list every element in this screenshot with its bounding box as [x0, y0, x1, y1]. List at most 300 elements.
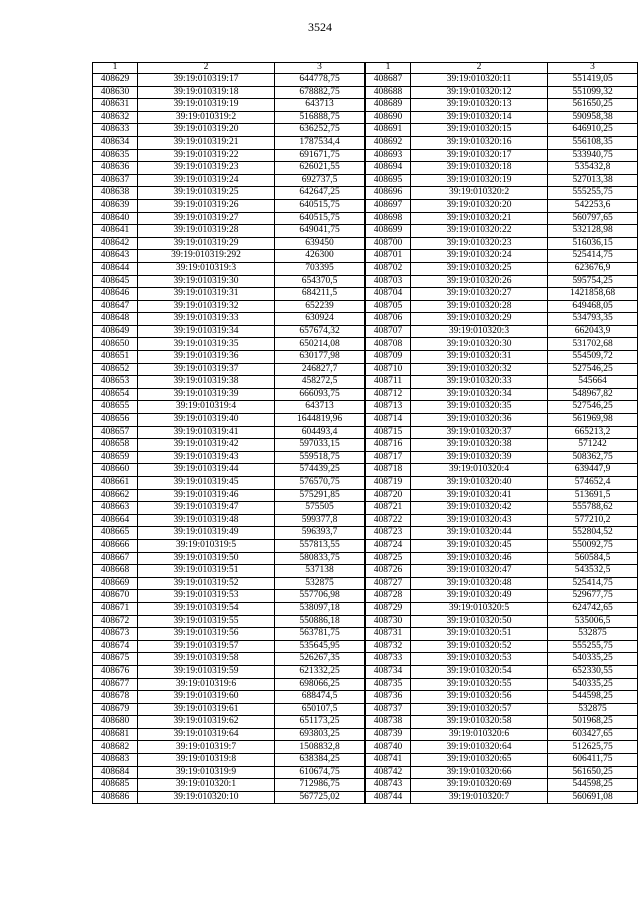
table-row — [93, 678, 365, 691]
cadastral-number-cell: 39:19:010320:3 — [411, 325, 548, 338]
value-cell: 1787534,4 — [275, 136, 365, 149]
table-row — [93, 602, 365, 615]
table-row — [366, 401, 638, 414]
record-number-cell: 408641 — [93, 225, 138, 238]
value-cell: 545664 — [548, 376, 638, 389]
record-number-cell: 408742 — [366, 766, 411, 779]
record-number-cell: 408677 — [93, 678, 138, 691]
record-number-cell: 408718 — [366, 464, 411, 477]
cadastral-number-cell: 39:19:010319:21 — [138, 136, 275, 149]
record-number-cell: 408703 — [366, 275, 411, 288]
cadastral-number-cell: 39:19:010319:57 — [138, 640, 275, 653]
cadastral-number-cell: 39:19:010319:50 — [138, 552, 275, 565]
table-row — [93, 514, 365, 527]
table-row — [366, 678, 638, 691]
cadastral-number-cell: 39:19:010319:43 — [138, 451, 275, 464]
value-cell: 640515,75 — [275, 199, 365, 212]
record-number-cell: 408649 — [93, 325, 138, 338]
table-row — [93, 464, 365, 477]
record-number-cell: 408681 — [93, 728, 138, 741]
value-cell: 580833,75 — [275, 552, 365, 565]
table-row — [366, 779, 638, 792]
cadastral-number-cell: 39:19:010320:20 — [411, 199, 548, 212]
record-number-cell: 408646 — [93, 288, 138, 301]
cadastral-number-cell: 39:19:010319:48 — [138, 514, 275, 527]
cadastral-number-cell: 39:19:010320:69 — [411, 779, 548, 792]
cadastral-number-cell: 39:19:010319:51 — [138, 565, 275, 578]
table-row — [93, 716, 365, 729]
cadastral-number-cell: 39:19:010320:46 — [411, 552, 548, 565]
value-cell: 535645,95 — [275, 640, 365, 653]
value-cell: 561650,25 — [548, 766, 638, 779]
table-row — [93, 791, 365, 804]
value-cell: 596393,7 — [275, 527, 365, 540]
table-row — [366, 212, 638, 225]
table-row — [366, 728, 638, 741]
right-table-body — [366, 74, 638, 804]
record-number-cell: 408642 — [93, 237, 138, 250]
table-row — [93, 124, 365, 137]
value-cell: 533940,75 — [548, 149, 638, 162]
cadastral-number-cell: 39:19:010320:53 — [411, 653, 548, 666]
value-cell: 557813,55 — [275, 539, 365, 552]
value-cell: 642647,25 — [275, 187, 365, 200]
record-number-cell: 408644 — [93, 262, 138, 275]
value-cell: 649468,05 — [548, 300, 638, 313]
record-number-cell: 408701 — [366, 250, 411, 263]
record-number-cell: 408639 — [93, 199, 138, 212]
record-number-cell: 408693 — [366, 149, 411, 162]
header-row — [366, 63, 638, 74]
record-number-cell: 408709 — [366, 351, 411, 364]
value-cell: 577210,2 — [548, 514, 638, 527]
cadastral-number-cell: 39:19:010320:34 — [411, 388, 548, 401]
record-number-cell: 408716 — [366, 439, 411, 452]
value-cell: 563781,75 — [275, 628, 365, 641]
value-cell: 535432,8 — [548, 162, 638, 175]
value-cell: 548967,82 — [548, 388, 638, 401]
cadastral-number-cell: 39:19:010320:57 — [411, 703, 548, 716]
record-number-cell: 408682 — [93, 741, 138, 754]
record-number-cell: 408663 — [93, 502, 138, 515]
cadastral-number-cell: 39:19:010319:6 — [138, 678, 275, 691]
table-row — [366, 426, 638, 439]
table-row — [93, 376, 365, 389]
value-cell: 560691,08 — [548, 791, 638, 804]
value-cell: 550886,18 — [275, 615, 365, 628]
cadastral-number-cell: 39:19:010319:2 — [138, 111, 275, 124]
cadastral-number-cell: 39:19:010320:6 — [411, 728, 548, 741]
record-number-cell: 408708 — [366, 338, 411, 351]
value-cell: 543532,5 — [548, 565, 638, 578]
cadastral-number-cell: 39:19:010320:12 — [411, 86, 548, 99]
record-number-cell: 408725 — [366, 552, 411, 565]
value-cell: 651173,25 — [275, 716, 365, 729]
record-number-cell: 408734 — [366, 665, 411, 678]
cadastral-number-cell: 39:19:010319:34 — [138, 325, 275, 338]
record-number-cell: 408684 — [93, 766, 138, 779]
value-cell: 560584,5 — [548, 552, 638, 565]
table-row — [93, 199, 365, 212]
table-row — [93, 363, 365, 376]
value-cell: 650214,08 — [275, 338, 365, 351]
table-row — [93, 212, 365, 225]
table-row — [93, 426, 365, 439]
record-number-cell: 408713 — [366, 401, 411, 414]
table-row — [366, 225, 638, 238]
record-number-cell: 408694 — [366, 162, 411, 175]
value-cell: 556108,35 — [548, 136, 638, 149]
value-cell: 597033,15 — [275, 439, 365, 452]
value-cell: 527546,25 — [548, 401, 638, 414]
value-cell: 551419,05 — [548, 74, 638, 87]
cadastral-number-cell: 39:19:010319:39 — [138, 388, 275, 401]
value-cell: 550092,75 — [548, 539, 638, 552]
cadastral-number-cell: 39:19:010320:58 — [411, 716, 548, 729]
cadastral-number-cell: 39:19:010320:39 — [411, 451, 548, 464]
cadastral-number-cell: 39:19:010320:18 — [411, 162, 548, 175]
record-number-cell: 408690 — [366, 111, 411, 124]
value-cell: 561650,25 — [548, 99, 638, 112]
table-row — [93, 237, 365, 250]
table-row — [366, 489, 638, 502]
value-cell: 630924 — [275, 313, 365, 326]
column-header-3: 3 — [275, 63, 365, 74]
record-number-cell: 408658 — [93, 439, 138, 452]
table-row — [366, 602, 638, 615]
record-number-cell: 408648 — [93, 313, 138, 326]
record-number-cell: 408737 — [366, 703, 411, 716]
right-register-table — [365, 62, 638, 804]
cadastral-number-cell: 39:19:010319:24 — [138, 174, 275, 187]
value-cell: 567725,02 — [275, 791, 365, 804]
record-number-cell: 408711 — [366, 376, 411, 389]
cadastral-number-cell: 39:19:010320:51 — [411, 628, 548, 641]
record-number-cell: 408680 — [93, 716, 138, 729]
cadastral-number-cell: 39:19:010320:32 — [411, 363, 548, 376]
value-cell: 590958,38 — [548, 111, 638, 124]
table-row — [366, 86, 638, 99]
cadastral-number-cell: 39:19:010319:59 — [138, 665, 275, 678]
record-number-cell: 408717 — [366, 451, 411, 464]
value-cell: 532875 — [548, 628, 638, 641]
record-number-cell: 408640 — [93, 212, 138, 225]
cadastral-number-cell: 39:19:010319:30 — [138, 275, 275, 288]
cadastral-number-cell: 39:19:010320:5 — [411, 602, 548, 615]
record-number-cell: 408631 — [93, 99, 138, 112]
record-number-cell: 408741 — [366, 754, 411, 767]
value-cell: 557706,98 — [275, 590, 365, 603]
cadastral-number-cell: 39:19:010319:31 — [138, 288, 275, 301]
value-cell: 552804,52 — [548, 527, 638, 540]
record-number-cell: 408653 — [93, 376, 138, 389]
table-row — [93, 477, 365, 490]
record-number-cell: 408738 — [366, 716, 411, 729]
table-row — [366, 439, 638, 452]
table-row — [366, 199, 638, 212]
record-number-cell: 408695 — [366, 174, 411, 187]
value-cell: 574652,4 — [548, 477, 638, 490]
value-cell: 560797,65 — [548, 212, 638, 225]
table-row — [366, 149, 638, 162]
record-number-cell: 408679 — [93, 703, 138, 716]
record-number-cell: 408671 — [93, 602, 138, 615]
record-number-cell: 408744 — [366, 791, 411, 804]
value-cell: 652330,55 — [548, 665, 638, 678]
table-row — [93, 741, 365, 754]
record-number-cell: 408635 — [93, 149, 138, 162]
table-row — [366, 640, 638, 653]
cadastral-number-cell: 39:19:010319:26 — [138, 199, 275, 212]
cadastral-number-cell: 39:19:010320:29 — [411, 313, 548, 326]
record-number-cell: 408700 — [366, 237, 411, 250]
value-cell: 688474,5 — [275, 691, 365, 704]
cadastral-number-cell: 39:19:010320:40 — [411, 477, 548, 490]
cadastral-number-cell: 39:19:010319:3 — [138, 262, 275, 275]
table-row — [366, 187, 638, 200]
value-cell: 571242 — [548, 439, 638, 452]
table-row — [366, 325, 638, 338]
record-number-cell: 408636 — [93, 162, 138, 175]
cadastral-number-cell: 39:19:010319:4 — [138, 401, 275, 414]
record-number-cell: 408637 — [93, 174, 138, 187]
cadastral-number-cell: 39:19:010320:24 — [411, 250, 548, 263]
value-cell: 537138 — [275, 565, 365, 578]
table-row — [93, 527, 365, 540]
cadastral-number-cell: 39:19:010320:16 — [411, 136, 548, 149]
table-row — [366, 691, 638, 704]
table-row — [366, 539, 638, 552]
record-number-cell: 408723 — [366, 527, 411, 540]
cadastral-number-cell: 39:19:010320:64 — [411, 741, 548, 754]
table-row — [366, 363, 638, 376]
cadastral-number-cell: 39:19:010320:23 — [411, 237, 548, 250]
cadastral-number-cell: 39:19:010320:13 — [411, 99, 548, 112]
cadastral-number-cell: 39:19:010319:35 — [138, 338, 275, 351]
table-row — [93, 388, 365, 401]
table-row — [366, 527, 638, 540]
value-cell: 525414,75 — [548, 577, 638, 590]
value-cell: 551099,32 — [548, 86, 638, 99]
record-number-cell: 408696 — [366, 187, 411, 200]
cadastral-number-cell: 39:19:010320:56 — [411, 691, 548, 704]
cadastral-number-cell: 39:19:010319:9 — [138, 766, 275, 779]
record-number-cell: 408669 — [93, 577, 138, 590]
cadastral-number-cell: 39:19:010319:19 — [138, 99, 275, 112]
table-row — [93, 162, 365, 175]
left-register-table — [92, 62, 365, 804]
cadastral-number-cell: 39:19:010320:52 — [411, 640, 548, 653]
value-cell: 644778,75 — [275, 74, 365, 87]
record-number-cell: 408710 — [366, 363, 411, 376]
record-number-cell: 408724 — [366, 539, 411, 552]
cadastral-number-cell: 39:19:010319:45 — [138, 477, 275, 490]
cadastral-number-cell: 39:19:010319:41 — [138, 426, 275, 439]
table-row — [93, 288, 365, 301]
table-row — [93, 300, 365, 313]
table-row — [93, 565, 365, 578]
value-cell: 662043,9 — [548, 325, 638, 338]
record-number-cell: 408728 — [366, 590, 411, 603]
table-row — [366, 628, 638, 641]
cadastral-number-cell: 39:19:010319:36 — [138, 351, 275, 364]
record-number-cell: 408687 — [366, 74, 411, 87]
table-row — [93, 313, 365, 326]
value-cell: 426300 — [275, 250, 365, 263]
table-row — [93, 136, 365, 149]
record-number-cell: 408697 — [366, 199, 411, 212]
cadastral-number-cell: 39:19:010320:17 — [411, 149, 548, 162]
record-number-cell: 408735 — [366, 678, 411, 691]
value-cell: 526267,35 — [275, 653, 365, 666]
table-row — [93, 225, 365, 238]
cadastral-number-cell: 39:19:010320:50 — [411, 615, 548, 628]
table-row — [93, 615, 365, 628]
value-cell: 693803,25 — [275, 728, 365, 741]
value-cell: 638384,25 — [275, 754, 365, 767]
value-cell: 646910,25 — [548, 124, 638, 137]
table-row — [93, 439, 365, 452]
table-row — [366, 136, 638, 149]
table-row — [366, 414, 638, 427]
table-row — [93, 174, 365, 187]
table-row — [366, 351, 638, 364]
cadastral-number-cell: 39:19:010319:64 — [138, 728, 275, 741]
value-cell: 643713 — [275, 99, 365, 112]
cadastral-number-cell: 39:19:010319:49 — [138, 527, 275, 540]
cadastral-number-cell: 39:19:010320:38 — [411, 439, 548, 452]
value-cell: 643713 — [275, 401, 365, 414]
table-row — [366, 99, 638, 112]
table-row — [93, 665, 365, 678]
cadastral-number-cell: 39:19:010319:62 — [138, 716, 275, 729]
cadastral-number-cell: 39:19:010319:32 — [138, 300, 275, 313]
record-number-cell: 408630 — [93, 86, 138, 99]
value-cell: 595754,25 — [548, 275, 638, 288]
cadastral-number-cell: 39:19:010319:25 — [138, 187, 275, 200]
cadastral-number-cell: 39:19:010320:4 — [411, 464, 548, 477]
cadastral-number-cell: 39:19:010319:7 — [138, 741, 275, 754]
value-cell: 712986,75 — [275, 779, 365, 792]
record-number-cell: 408715 — [366, 426, 411, 439]
cadastral-number-cell: 39:19:010320:54 — [411, 665, 548, 678]
cadastral-number-cell: 39:19:010320:14 — [411, 111, 548, 124]
cadastral-number-cell: 39:19:010319:56 — [138, 628, 275, 641]
record-number-cell: 408645 — [93, 275, 138, 288]
cadastral-number-cell: 39:19:010319:8 — [138, 754, 275, 767]
cadastral-number-cell: 39:19:010319:5 — [138, 539, 275, 552]
record-number-cell: 408736 — [366, 691, 411, 704]
value-cell: 691671,75 — [275, 149, 365, 162]
record-number-cell: 408706 — [366, 313, 411, 326]
value-cell: 599377,8 — [275, 514, 365, 527]
value-cell: 639447,9 — [548, 464, 638, 477]
table-row — [366, 262, 638, 275]
table-row — [93, 779, 365, 792]
cadastral-number-cell: 39:19:010319:42 — [138, 439, 275, 452]
value-cell: 1421858,68 — [548, 288, 638, 301]
value-cell: 636252,75 — [275, 124, 365, 137]
cadastral-number-cell: 39:19:010319:22 — [138, 149, 275, 162]
value-cell: 540335,25 — [548, 678, 638, 691]
table-row — [93, 489, 365, 502]
record-number-cell: 408727 — [366, 577, 411, 590]
value-cell: 574439,25 — [275, 464, 365, 477]
value-cell: 554509,72 — [548, 351, 638, 364]
cadastral-number-cell: 39:19:010320:55 — [411, 678, 548, 691]
record-number-cell: 408666 — [93, 539, 138, 552]
cadastral-number-cell: 39:19:010319:61 — [138, 703, 275, 716]
table-row — [93, 250, 365, 263]
record-number-cell: 408632 — [93, 111, 138, 124]
table-row — [366, 275, 638, 288]
record-number-cell: 408664 — [93, 514, 138, 527]
value-cell: 561969,98 — [548, 414, 638, 427]
table-row — [366, 653, 638, 666]
cadastral-number-cell: 39:19:010319:58 — [138, 653, 275, 666]
table-row — [366, 388, 638, 401]
value-cell: 458272,5 — [275, 376, 365, 389]
record-number-cell: 408722 — [366, 514, 411, 527]
table-row — [93, 325, 365, 338]
value-cell: 657674,32 — [275, 325, 365, 338]
record-number-cell: 408731 — [366, 628, 411, 641]
value-cell: 532128,98 — [548, 225, 638, 238]
table-row — [366, 162, 638, 175]
cadastral-number-cell: 39:19:010319:38 — [138, 376, 275, 389]
cadastral-number-cell: 39:19:010319:292 — [138, 250, 275, 263]
value-cell: 538097,18 — [275, 602, 365, 615]
record-number-cell: 408698 — [366, 212, 411, 225]
record-number-cell: 408660 — [93, 464, 138, 477]
table-row — [366, 477, 638, 490]
cadastral-number-cell: 39:19:010319:44 — [138, 464, 275, 477]
value-cell: 535006,5 — [548, 615, 638, 628]
table-row — [366, 250, 638, 263]
cadastral-number-cell: 39:19:010320:22 — [411, 225, 548, 238]
table-row — [93, 628, 365, 641]
value-cell: 603427,65 — [548, 728, 638, 741]
record-number-cell: 408739 — [366, 728, 411, 741]
record-number-cell: 408656 — [93, 414, 138, 427]
value-cell: 527546,25 — [548, 363, 638, 376]
cadastral-number-cell: 39:19:010319:18 — [138, 86, 275, 99]
value-cell: 575505 — [275, 502, 365, 515]
value-cell: 540335,25 — [548, 653, 638, 666]
value-cell: 532875 — [548, 703, 638, 716]
cadastral-number-cell: 39:19:010319:52 — [138, 577, 275, 590]
value-cell: 531702,68 — [548, 338, 638, 351]
cadastral-number-cell: 39:19:010320:31 — [411, 351, 548, 364]
cadastral-number-cell: 39:19:010320:45 — [411, 539, 548, 552]
cadastral-number-cell: 39:19:010320:41 — [411, 489, 548, 502]
cadastral-number-cell: 39:19:010319:28 — [138, 225, 275, 238]
value-cell: 544598,25 — [548, 779, 638, 792]
record-number-cell: 408683 — [93, 754, 138, 767]
record-number-cell: 408729 — [366, 602, 411, 615]
value-cell: 639450 — [275, 237, 365, 250]
value-cell: 246827,7 — [275, 363, 365, 376]
record-number-cell: 408661 — [93, 477, 138, 490]
value-cell: 525414,75 — [548, 250, 638, 263]
column-header-1: 1 — [93, 63, 138, 74]
value-cell: 516036,15 — [548, 237, 638, 250]
record-number-cell: 408675 — [93, 653, 138, 666]
table-row — [366, 174, 638, 187]
table-row — [366, 74, 638, 87]
record-number-cell: 408689 — [366, 99, 411, 112]
value-cell: 652239 — [275, 300, 365, 313]
